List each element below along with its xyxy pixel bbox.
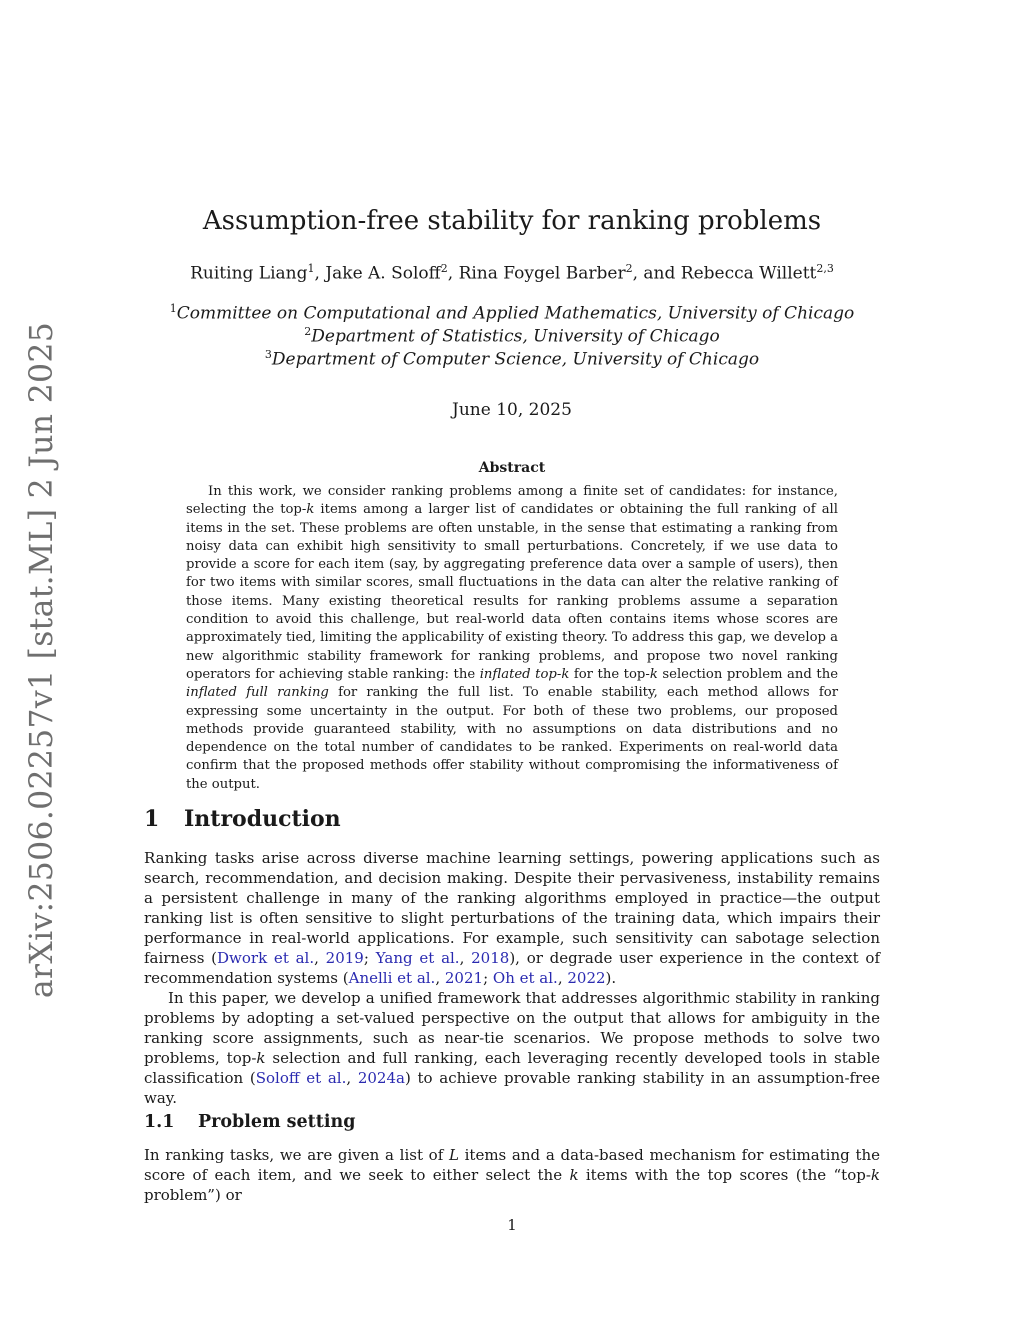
author-affiliation-mark: 2,3 xyxy=(816,262,834,275)
page-number: 1 xyxy=(507,1216,517,1234)
section-heading-introduction xyxy=(144,806,341,832)
citation-link[interactable]: 2022 xyxy=(567,969,606,987)
subsection-number: 1.1 xyxy=(144,1112,175,1132)
paper-title: Assumption-free stability for ranking problems xyxy=(202,206,822,236)
affiliation-2 xyxy=(0,325,1024,347)
citation-link[interactable]: Oh et al. xyxy=(492,969,558,987)
author: Rina Foygel Barber xyxy=(458,263,626,284)
author: Rebecca Willett xyxy=(680,263,817,284)
paragraph: Ranking tasks arise across diverse machine learning settings, powering applications such as search, recommendation, and decision making. Despite their pervasiveness, instability remains a persistent challenge in many of the ranking algorithms employed in practice—the output ranking list is often sensitive to slight perturbations of the training data, which impairs their performance in real-world applications. For example, such sensitivity can sabotage selection fairness (Dwork et al., 2019; Yang et al., 2018), or degrade user experience in the context of recommendation systems (Anelli et al., 2021; Oh et al., 2022). xyxy=(144,849,881,987)
citation-link[interactable]: 2021 xyxy=(444,969,484,987)
affiliation-mark: 3 xyxy=(264,348,272,361)
citation-link[interactable]: Soloff et al. xyxy=(255,1069,347,1087)
subsection-title: Problem setting xyxy=(198,1112,356,1132)
abstract-body: In this work, we consider ranking problems among a finite set of candidates: for instance, selecting the top-k items among a larger list of candidates or obtaining the full ranking of all items in the set. These problems are often unstable, in the sense that estimating a ranking from noisy data can exhibit high sensitivity to small perturbations. Concretely, if we use data to provide a score for each item (say, by aggregating preference data over a sample of users), then for two items with similar scores, small fluctuations in the data can alter the relative ranking of those items. Many existing theoretical results for ranking problems assume a separation condition to avoid this challenge, but real-world data often contains items whose scores are approximately tied, limiting the applicability of existing theory. To address this gap, we develop a new algorithmic stability framework for ranking problems, and propose two novel ranking operators for achieving stable ranking: the inflated top-k for the top-k selection problem and the inflated full ranking for ranking the full list. To enable stability, each method allows for expressing some uncertainty in the output. For both of these two problems, our proposed methods provide guaranteed stability, with no assumptions on data distributions and no dependence on the total number of candidates to be ranked. Experiments on real-world data confirm that the proposed methods offer stability without compromising the informativeness of the output. xyxy=(186,484,839,792)
arxiv-identifier-stamp: arXiv:2506.02257v1 [stat.ML] 2 Jun 2025 xyxy=(24,321,60,999)
affiliation-mark: 2 xyxy=(304,325,312,338)
citation-link[interactable]: Dwork et al. xyxy=(217,949,315,967)
introduction-body xyxy=(144,848,880,1108)
author: Jake A. Soloff xyxy=(325,263,441,284)
author-affiliation-mark: 2 xyxy=(625,262,633,275)
section-number: 1 xyxy=(144,806,160,832)
author-list xyxy=(0,262,1024,284)
author-separator: , and xyxy=(632,263,681,284)
citation-link[interactable]: Yang et al. xyxy=(375,949,460,967)
author: Ruiting Liang xyxy=(190,263,308,284)
subsection-heading-problem-setting xyxy=(144,1112,355,1132)
affiliation-1 xyxy=(0,302,1024,324)
citation-link[interactable]: Anelli et al. xyxy=(348,969,436,987)
affiliation-3 xyxy=(0,348,1024,370)
affiliation-mark: 1 xyxy=(169,302,177,315)
affiliation-text: Committee on Computational and Applied Mathematics, University of Chicago xyxy=(176,303,855,324)
author-affiliation-mark: 1 xyxy=(307,262,315,275)
paragraph: In this paper, we develop a unified framework that addresses algorithmic stability in ranking problems by adopting a set-valued perspective on the output that allows for ambiguity in the ranking score assignments, such as near-tie scenarios. We propose methods to solve two problems, top-k selection and full ranking, each leveraging recently developed tools in stable classification (Soloff et al., 2024a) to achieve provable ranking stability in an assumption-free way. xyxy=(144,989,880,1107)
section-title: Introduction xyxy=(184,806,341,832)
citation-link[interactable]: 2024a xyxy=(357,1069,405,1087)
author-affiliation-mark: 2 xyxy=(440,262,448,275)
problem-setting-body xyxy=(144,1145,880,1205)
affiliation-text: Department of Computer Science, University of Chicago xyxy=(271,349,760,370)
citation-link[interactable]: 2019 xyxy=(325,949,364,967)
abstract-heading: Abstract xyxy=(478,460,546,476)
author-separator: , xyxy=(447,263,459,284)
paragraph: In ranking tasks, we are given a list of L items and a data-based mechanism for estimating the score of each item, and we seek to either select the k items with the top scores (the “top-k problem”) or xyxy=(144,1146,881,1204)
author-separator: , xyxy=(314,263,326,284)
citation-link[interactable]: 2018 xyxy=(471,949,510,967)
affiliation-text: Department of Statistics, University of Chicago xyxy=(311,326,720,347)
paper-date: June 10, 2025 xyxy=(452,400,572,420)
